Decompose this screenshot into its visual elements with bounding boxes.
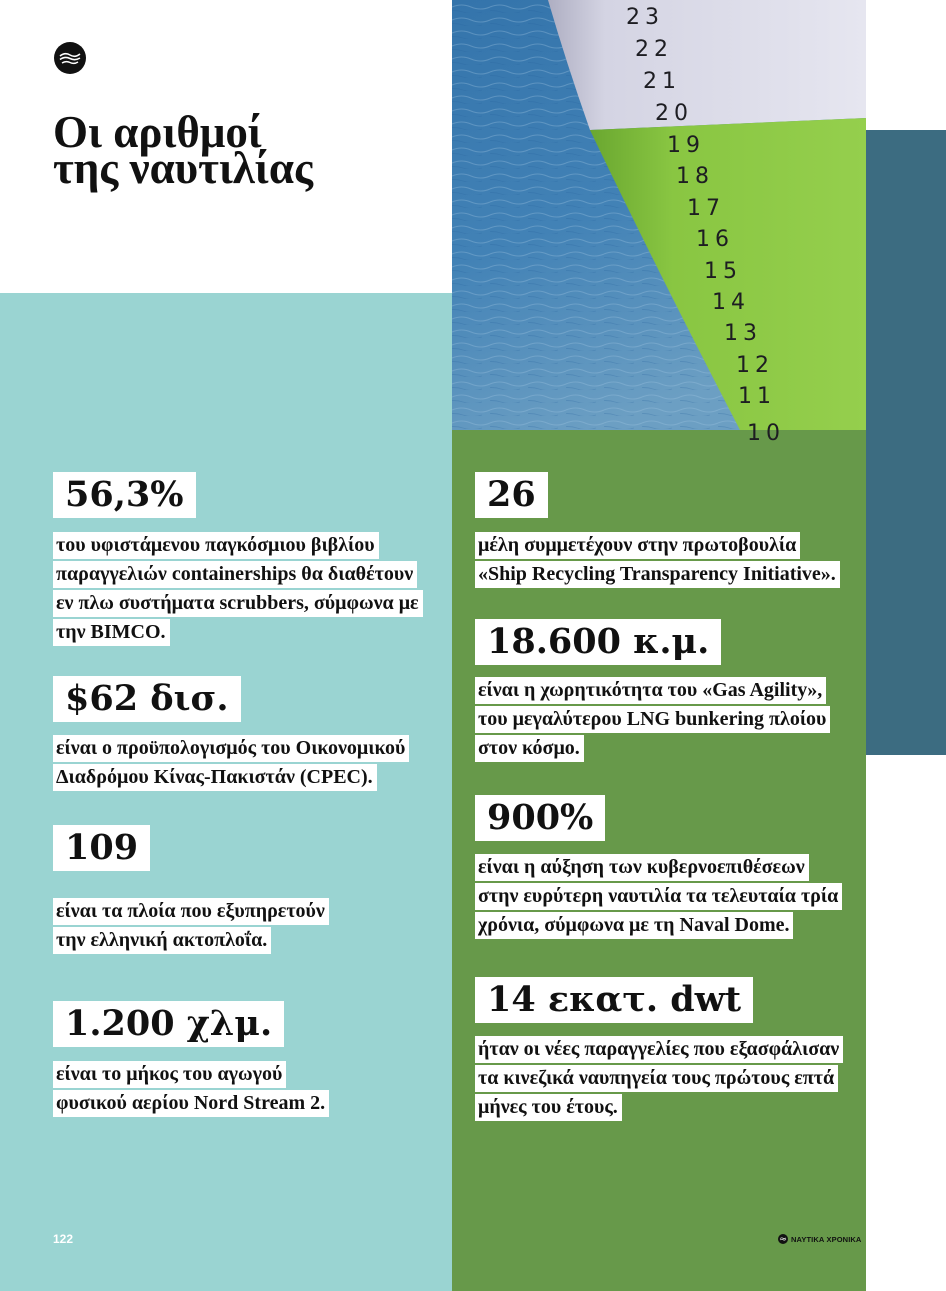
description-line: μήνες του έτους.	[475, 1094, 622, 1121]
stat-description	[53, 898, 329, 954]
stat-description	[53, 1061, 329, 1117]
draft-mark-21: 21	[643, 69, 681, 94]
stat-figure: 56,3%	[53, 472, 196, 518]
draft-mark-10: 10	[747, 421, 785, 446]
stat-figure: 18.600 κ.μ.	[475, 619, 721, 665]
description-line: «Ship Recycling Transparency Initiative».	[475, 561, 840, 588]
description-line: τα κινεζικά ναυπηγεία τους πρώτους επτά	[475, 1065, 838, 1092]
stat-description	[53, 532, 423, 646]
description-line: την BIMCO.	[53, 619, 170, 646]
description-line: είναι το μήκος του αγωγού	[53, 1061, 286, 1088]
page-title	[53, 107, 313, 193]
stat-block-right-2	[475, 619, 830, 764]
hull-upper-white	[548, 0, 866, 130]
stat-block-right-4	[475, 977, 843, 1123]
draft-mark-14: 14	[712, 290, 750, 315]
description-line: εν πλω συστήματα scrubbers, σύμφωνα με	[53, 590, 423, 617]
description-line: μέλη συμμετέχουν στην πρωτοβουλία	[475, 532, 800, 559]
description-line: Διαδρόμου Κίνας-Πακιστάν (CPEC).	[53, 764, 377, 791]
description-line: στην ευρύτερη ναυτιλία τα τελευταία τρία	[475, 883, 842, 910]
title-line-1: Οι αριθμοί	[53, 107, 262, 157]
description-line: στον κόσμο.	[475, 735, 584, 762]
stat-description	[475, 532, 840, 588]
description-line: του μεγαλύτερου LNG bunkering πλοίου	[475, 706, 830, 733]
draft-mark-16: 16	[696, 227, 734, 252]
description-line: είναι ο προϋπολογισμός του Οικονομικού	[53, 735, 409, 762]
description-line: παραγγελιών containerships θα διαθέτουν	[53, 561, 417, 588]
description-line: είναι η χωρητικότητα του «Gas Agility»,	[475, 677, 826, 704]
description-line: την ελληνική ακτοπλοΐα.	[53, 927, 271, 954]
ship-hull-photo	[452, 0, 866, 446]
page-number: 122	[53, 1232, 74, 1246]
draft-mark-22: 22	[635, 37, 673, 62]
stat-block-left-1	[53, 472, 423, 648]
stat-block-right-1	[475, 472, 840, 590]
stat-description	[475, 1036, 843, 1121]
stat-description	[475, 677, 830, 762]
stat-figure: $62 δισ.	[53, 676, 241, 722]
dark-side-bar	[866, 130, 946, 755]
stat-description	[475, 854, 842, 939]
description-line: ήταν οι νέες παραγγελίες που εξασφάλισαν	[475, 1036, 843, 1063]
title-line-2: της ναυτιλίας	[53, 143, 313, 193]
stat-figure: 26	[475, 472, 548, 518]
description-line: είναι τα πλοία που εξυπηρετούν	[53, 898, 329, 925]
draft-mark-12: 12	[736, 353, 774, 378]
waves-logo-icon	[54, 42, 86, 74]
description-line: χρόνια, σύμφωνα με τη Naval Dome.	[475, 912, 793, 939]
draft-mark-18: 18	[676, 164, 714, 189]
stat-figure: 900%	[475, 795, 605, 841]
draft-mark-13: 13	[724, 321, 762, 346]
draft-mark-17: 17	[687, 196, 725, 221]
draft-mark-20: 20	[655, 101, 693, 126]
stat-figure: 14 εκατ. dwt	[475, 977, 753, 1023]
stat-block-left-2	[53, 676, 409, 793]
draft-mark-15: 15	[704, 259, 742, 284]
publication-name: ΝΑΥΤΙΚΑ ΧΡΟΝΙΚΑ	[791, 1234, 862, 1244]
description-line: του υφιστάμενου παγκόσμιου βιβλίου	[53, 532, 379, 559]
stat-block-left-4	[53, 1001, 329, 1119]
draft-mark-19: 19	[667, 133, 705, 158]
stat-figure: 1.200 χλμ.	[53, 1001, 284, 1047]
description-line: φυσικού αερίου Nord Stream 2.	[53, 1090, 329, 1117]
description-line: είναι η αύξηση των κυβερνοεπιθέσεων	[475, 854, 809, 881]
publication-credit	[778, 1234, 861, 1244]
draft-mark-23: 23	[626, 5, 664, 30]
stat-block-right-3	[475, 795, 842, 941]
draft-mark-11: 11	[738, 384, 776, 409]
stat-block-left-3	[53, 825, 329, 956]
publication-logo-icon	[778, 1234, 788, 1244]
stat-figure: 109	[53, 825, 150, 871]
stat-description	[53, 735, 409, 791]
